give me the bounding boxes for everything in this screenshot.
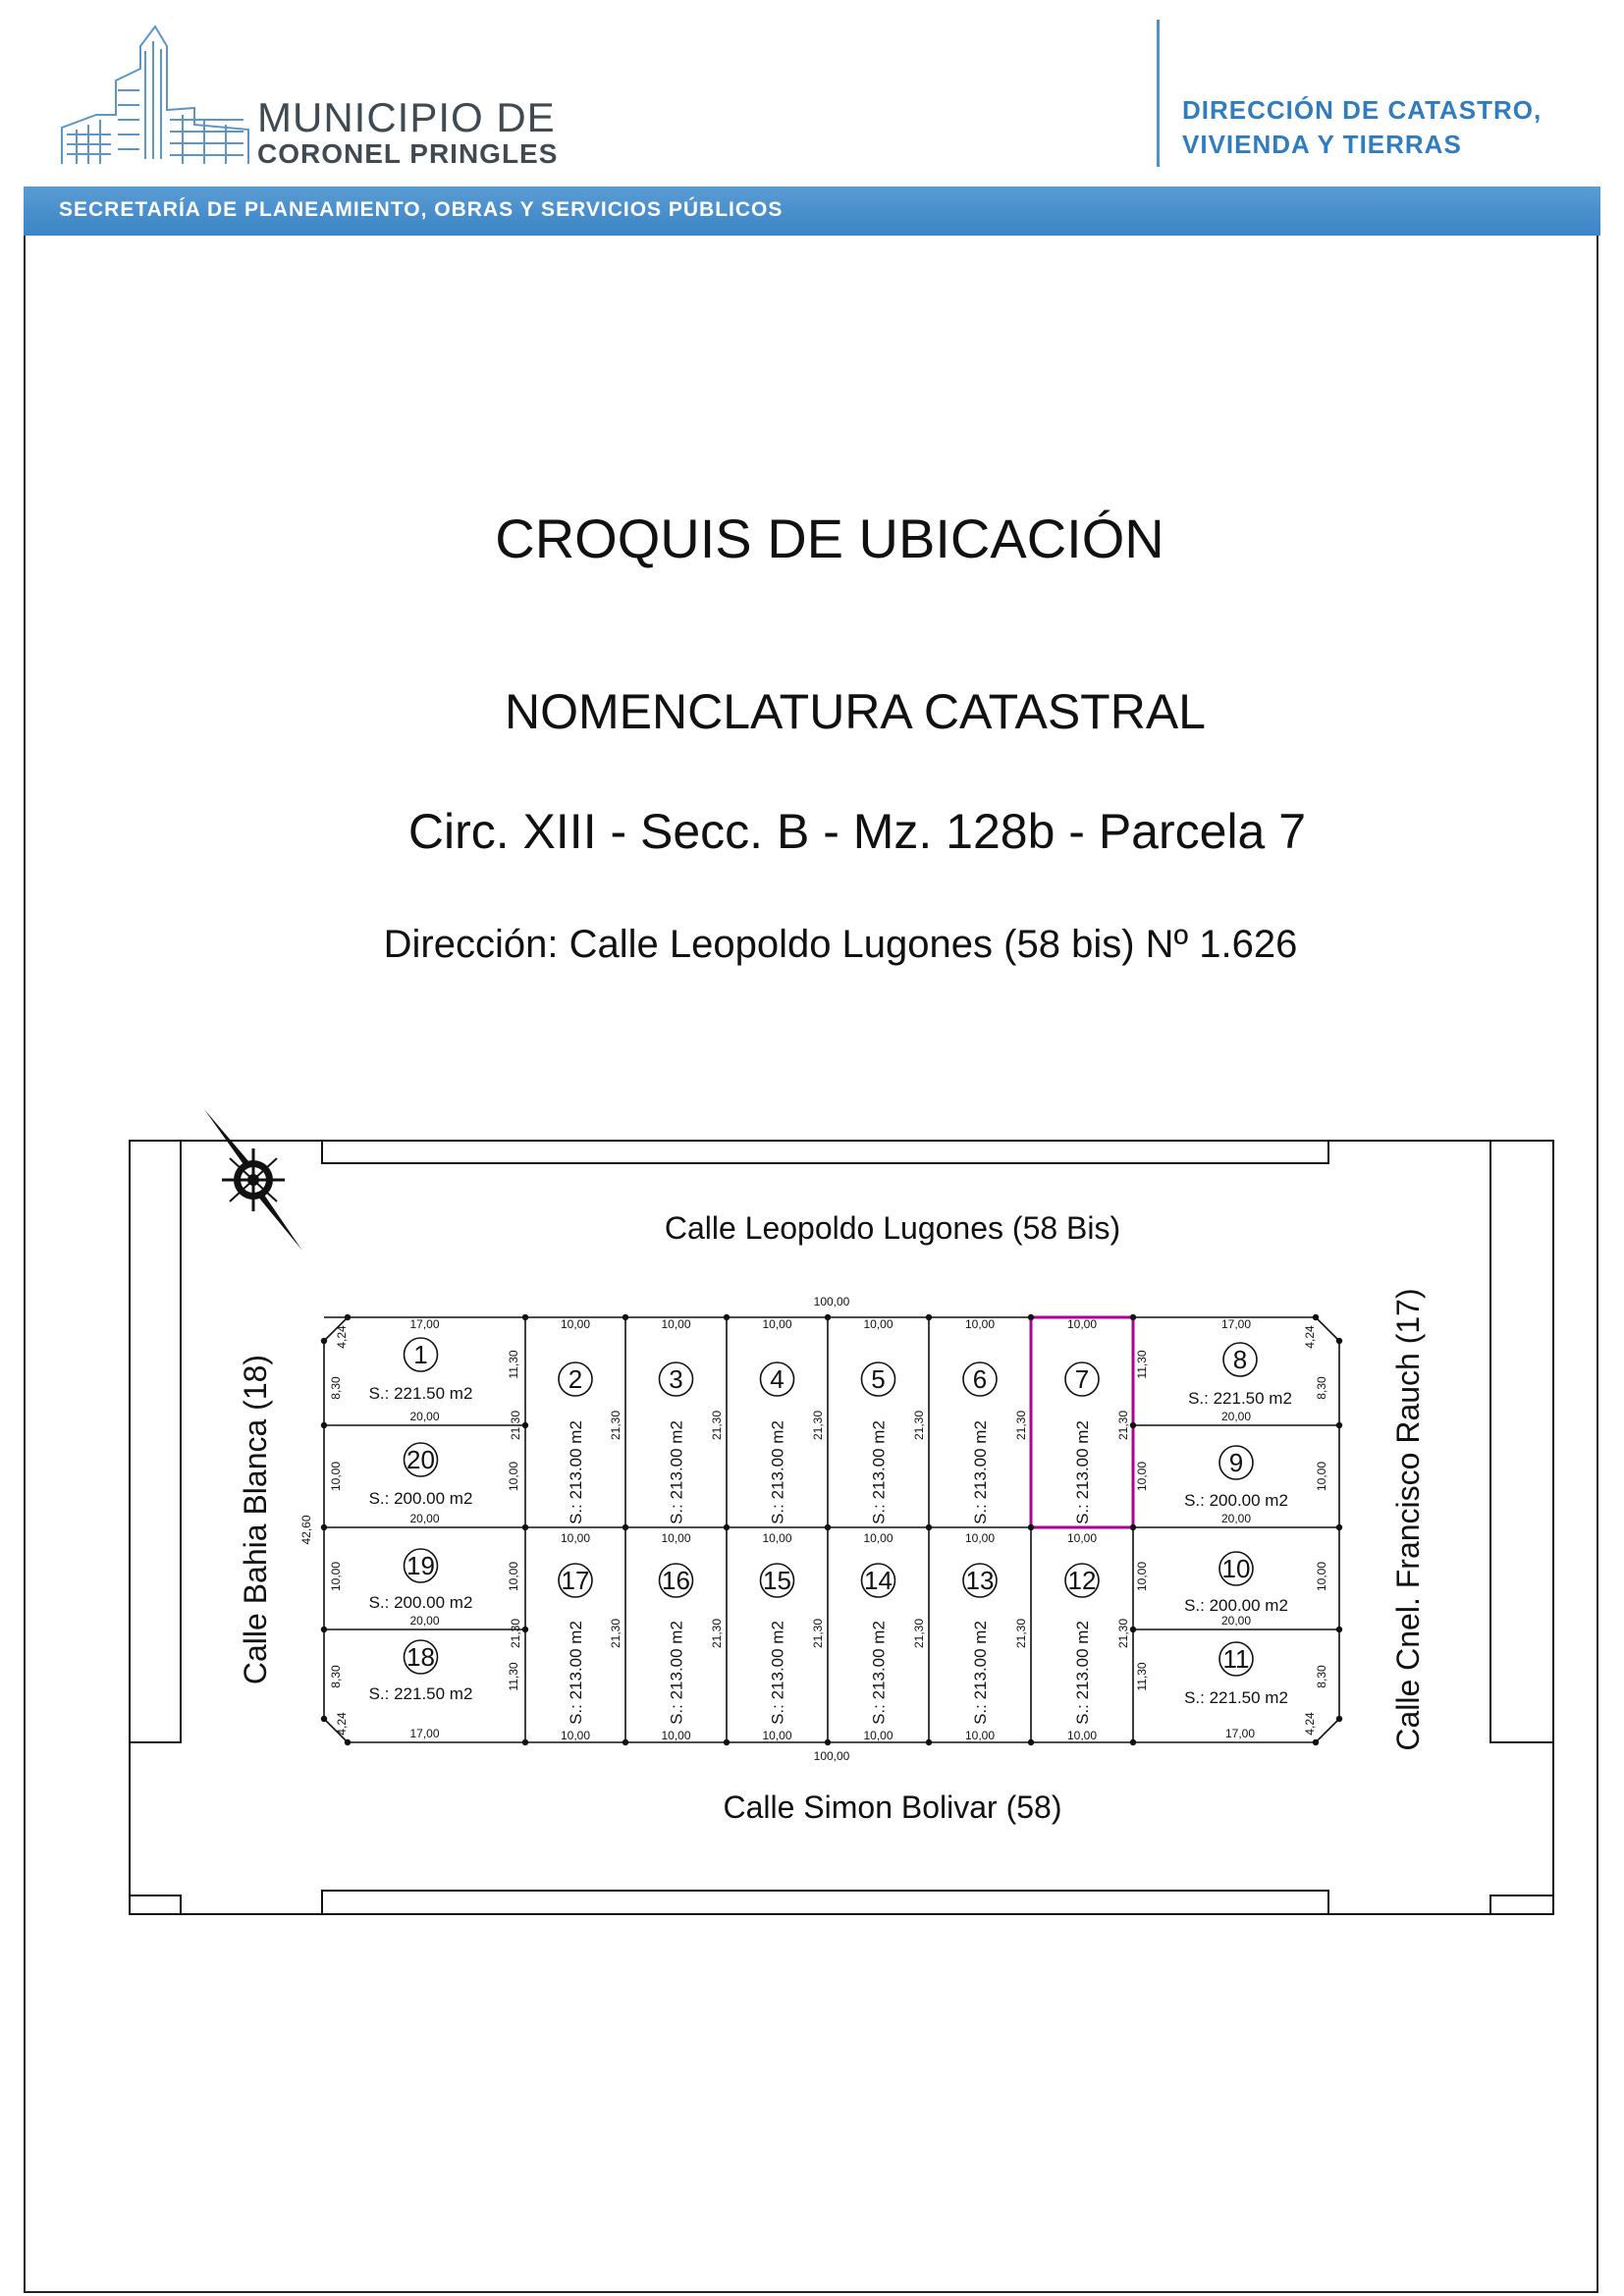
lot-20-width: 20,00: [409, 1512, 440, 1525]
lot-12-number: 12: [1067, 1566, 1097, 1595]
lot-13-back: 10,00: [964, 1531, 996, 1545]
lot-16-number: 16: [662, 1566, 690, 1595]
lot-9-depth: 10,00: [1315, 1461, 1328, 1492]
lot-1-area: S.: 221.50 m2: [368, 1384, 473, 1403]
lot-7-front: 10,00: [1066, 1317, 1098, 1331]
lot-14-front: 10,00: [863, 1729, 893, 1742]
lot-10-depth: 10,00: [1315, 1561, 1328, 1592]
block-top-length: 100,00: [813, 1295, 850, 1308]
lot-20-number: 20: [406, 1445, 435, 1474]
vertex-dot: [1028, 1314, 1034, 1320]
lot-19-depth-inner: 10,00: [507, 1561, 520, 1592]
lot-6-area: S.: 213.00 m2: [971, 1420, 990, 1524]
lot-4-front: 10,00: [762, 1317, 792, 1331]
lot-1-number: 1: [413, 1340, 428, 1369]
lot-17-number: 17: [561, 1566, 590, 1595]
lot-8-front: 17,00: [1220, 1317, 1252, 1331]
lot-18-side-inner: 11,30: [507, 1662, 520, 1691]
vertex-dot: [522, 1314, 528, 1320]
lot-7-number: 7: [1074, 1364, 1090, 1394]
lot-18-front: 17,00: [409, 1727, 440, 1740]
lot-6-front: 10,00: [964, 1317, 996, 1331]
vertex-dot: [522, 1422, 528, 1428]
vertex-dot: [1313, 1314, 1319, 1320]
vertex-dot: [1336, 1627, 1342, 1632]
department-line1: DIRECCIÓN DE CATASTRO,: [1182, 95, 1543, 125]
vertex-dot: [321, 1524, 327, 1530]
street-name-east: Calle Cnel. Francisco Rauch (17): [1390, 1288, 1426, 1751]
vertex-dot: [321, 1422, 327, 1428]
vertex-dot: [321, 1627, 327, 1632]
municipality-name-line2: CORONEL PRINGLES: [257, 138, 559, 169]
lot-1-front: 17,00: [409, 1317, 440, 1331]
vertex-dot: [345, 1314, 351, 1320]
lot-11-back: 20,00: [1220, 1614, 1252, 1628]
vertex-dot: [321, 1338, 327, 1344]
lot-11-side-inner: 11,30: [1135, 1662, 1149, 1691]
lot-18-side-outer: 8,30: [329, 1665, 343, 1688]
lot-1-side-inner: 11,30: [507, 1350, 520, 1379]
vertex-dot: [1130, 1314, 1136, 1320]
lot-18-number: 18: [406, 1642, 435, 1672]
vertex-dot: [522, 1739, 528, 1745]
vertex-dot: [1130, 1739, 1136, 1745]
lot-10-number: 10: [1221, 1554, 1251, 1583]
block-bottom-length: 100,00: [813, 1749, 850, 1763]
lot-12-front: 10,00: [1066, 1729, 1098, 1742]
vertex-dot: [1130, 1524, 1136, 1530]
street-name-north: Calle Leopoldo Lugones (58 Bis): [664, 1210, 1121, 1246]
lot-11-area: S.: 221.50 m2: [1184, 1688, 1288, 1707]
lot-18-back: 20,00: [409, 1614, 440, 1628]
lot-17-depth: 21,30: [509, 1618, 522, 1649]
lot-19-area: S.: 200.00 m2: [368, 1593, 473, 1612]
chamfer-length-sw: 4,24: [335, 1712, 349, 1735]
lot-12-depth: 21,30: [1014, 1618, 1028, 1649]
vertex-dot: [1028, 1524, 1034, 1530]
lot-8-number: 8: [1232, 1345, 1248, 1374]
lot-7-depth: 21,30: [1014, 1410, 1028, 1441]
lot-16-area: S.: 213.00 m2: [667, 1621, 686, 1725]
vertex-dot: [345, 1739, 351, 1745]
chamfer-length-se: 4,24: [1303, 1712, 1317, 1735]
lot-11-number: 11: [1222, 1644, 1250, 1674]
lot-14-back: 10,00: [863, 1531, 893, 1545]
vertex-dot: [926, 1314, 932, 1320]
vertex-dot: [623, 1314, 628, 1320]
lot-12-area: S.: 213.00 m2: [1073, 1621, 1092, 1725]
lot-15-front: 10,00: [762, 1729, 792, 1742]
lot-3-number: 3: [669, 1364, 683, 1394]
lot-16-front: 10,00: [661, 1729, 691, 1742]
lot-2-depth: 21,30: [509, 1410, 522, 1441]
lot-18-area: S.: 221.50 m2: [368, 1684, 473, 1703]
vertex-dot: [1028, 1739, 1034, 1745]
vertex-dot: [825, 1314, 831, 1320]
lot-8-side-inner: 11,30: [1135, 1350, 1149, 1379]
lot-8-side-outer: 8,30: [1315, 1376, 1328, 1400]
lot-13-front: 10,00: [964, 1729, 996, 1742]
chamfer-length-nw: 4,24: [335, 1325, 349, 1349]
lot-2-area: S.: 213.00 m2: [567, 1420, 585, 1524]
lot-9-area: S.: 200.00 m2: [1184, 1491, 1288, 1510]
vertex-dot: [926, 1739, 932, 1745]
lot-12-back: 10,00: [1066, 1531, 1098, 1545]
vertex-dot: [724, 1524, 730, 1530]
vertex-dot: [926, 1524, 932, 1530]
vertex-dot: [825, 1739, 831, 1745]
lot-6-number: 6: [972, 1364, 988, 1394]
lot-15-number: 15: [763, 1566, 791, 1595]
lot-3-area: S.: 213.00 m2: [667, 1420, 686, 1524]
parcel-lines: [324, 1317, 1339, 1742]
lot-1-back: 20,00: [409, 1410, 440, 1423]
vertex-dot: [724, 1314, 730, 1320]
lot-3-front: 10,00: [661, 1317, 691, 1331]
vertex-dot: [825, 1524, 831, 1530]
municipality-name-line1: MUNICIPIO DE: [257, 94, 556, 140]
lot-11-front: 17,00: [1224, 1727, 1256, 1740]
lot-6-depth: 21,30: [912, 1410, 926, 1441]
document-subtitle: NOMENCLATURA CATASTRAL: [505, 684, 1206, 739]
vertex-dot: [1336, 1338, 1342, 1344]
street-name-west: Calle Bahia Blanca (18): [238, 1354, 273, 1685]
vertex-dot: [724, 1739, 730, 1745]
lot-16-back: 10,00: [661, 1531, 691, 1545]
north-arrow-icon: [204, 1109, 302, 1251]
lot-20-area: S.: 200.00 m2: [368, 1489, 473, 1508]
lot-4-area: S.: 213.00 m2: [768, 1420, 787, 1524]
lot-4-number: 4: [770, 1364, 785, 1394]
lot-2-front: 10,00: [560, 1317, 591, 1331]
lot-12-depth-right: 21,30: [1116, 1618, 1130, 1649]
lot-10-depth-inner: 10,00: [1135, 1561, 1149, 1592]
lot-9-depth-inner: 10,00: [1135, 1461, 1149, 1492]
lot-8-area: S.: 221.50 m2: [1188, 1389, 1292, 1408]
lot-7-depth-right: 21,30: [1116, 1410, 1130, 1441]
lot-3-depth: 21,30: [609, 1410, 623, 1441]
lot-15-area: S.: 213.00 m2: [768, 1621, 787, 1725]
vertex-dot: [1130, 1422, 1136, 1428]
lot-10-area: S.: 200.00 m2: [1184, 1596, 1288, 1615]
lot-17-area: S.: 213.00 m2: [567, 1621, 585, 1725]
vertex-dot: [522, 1524, 528, 1530]
lot-9-width: 20,00: [1220, 1512, 1252, 1525]
lot-20-depth: 10,00: [329, 1461, 343, 1492]
block-left-length: 42,60: [299, 1515, 313, 1545]
lot-14-depth: 21,30: [811, 1618, 825, 1649]
lot-15-back: 10,00: [762, 1531, 792, 1545]
lot-20-depth-inner: 10,00: [507, 1461, 520, 1492]
lot-5-area: S.: 213.00 m2: [869, 1420, 889, 1524]
lot-9-number: 9: [1228, 1448, 1244, 1477]
vertex-dot: [522, 1627, 528, 1632]
vertex-dot: [623, 1739, 628, 1745]
block-outline: [324, 1317, 1339, 1742]
lot-13-number: 13: [965, 1566, 995, 1595]
department-line2: VIVIENDA Y TIERRAS: [1182, 130, 1462, 159]
lot-14-number: 14: [864, 1566, 893, 1595]
lot-17-back: 10,00: [560, 1531, 591, 1545]
lot-7-area: S.: 213.00 m2: [1073, 1420, 1092, 1524]
lot-14-area: S.: 213.00 m2: [869, 1621, 889, 1725]
vertex-dot: [623, 1524, 628, 1530]
street-name-south: Calle Simon Bolivar (58): [723, 1789, 1062, 1825]
vertex-dot: [1313, 1739, 1319, 1745]
lot-15-depth: 21,30: [710, 1618, 724, 1649]
chamfer-length-ne: 4,24: [1303, 1325, 1317, 1349]
vertex-dot: [1336, 1716, 1342, 1722]
parcel-labels: [299, 1295, 1328, 1763]
document-title: CROQUIS DE UBICACIÓN: [495, 507, 1164, 569]
lot-13-depth: 21,30: [912, 1618, 926, 1649]
vertex-dot: [1336, 1422, 1342, 1428]
lot-16-depth: 21,30: [609, 1618, 623, 1649]
vertex-dot: [1336, 1524, 1342, 1530]
lot-13-area: S.: 213.00 m2: [971, 1621, 990, 1725]
vertex-dot: [321, 1716, 327, 1722]
cadastral-nomenclature: Circ. XIII - Secc. B - Mz. 128b - Parcela 7: [407, 804, 1307, 859]
lot-8-back: 20,00: [1220, 1410, 1252, 1423]
parcel-vertices: [321, 1314, 1342, 1745]
lot-19-number: 19: [406, 1551, 435, 1580]
lot-19-depth: 10,00: [329, 1561, 343, 1592]
lot-4-depth: 21,30: [710, 1410, 724, 1441]
lot-2-number: 2: [568, 1364, 583, 1394]
lot-5-number: 5: [871, 1364, 886, 1394]
lot-1-side-outer: 8,30: [329, 1376, 343, 1400]
vertex-dot: [1130, 1627, 1136, 1632]
secretariat-name: SECRETARÍA DE PLANEAMIENTO, OBRAS Y SERVICIOS PÚBLICOS: [59, 198, 784, 221]
lot-17-front: 10,00: [560, 1729, 591, 1742]
property-address: Dirección: Calle Leopoldo Lugones (58 bis) Nº 1.626: [383, 923, 1298, 966]
lot-5-depth: 21,30: [811, 1410, 825, 1441]
lot-11-side-outer: 8,30: [1315, 1665, 1328, 1688]
lot-5-front: 10,00: [863, 1317, 893, 1331]
